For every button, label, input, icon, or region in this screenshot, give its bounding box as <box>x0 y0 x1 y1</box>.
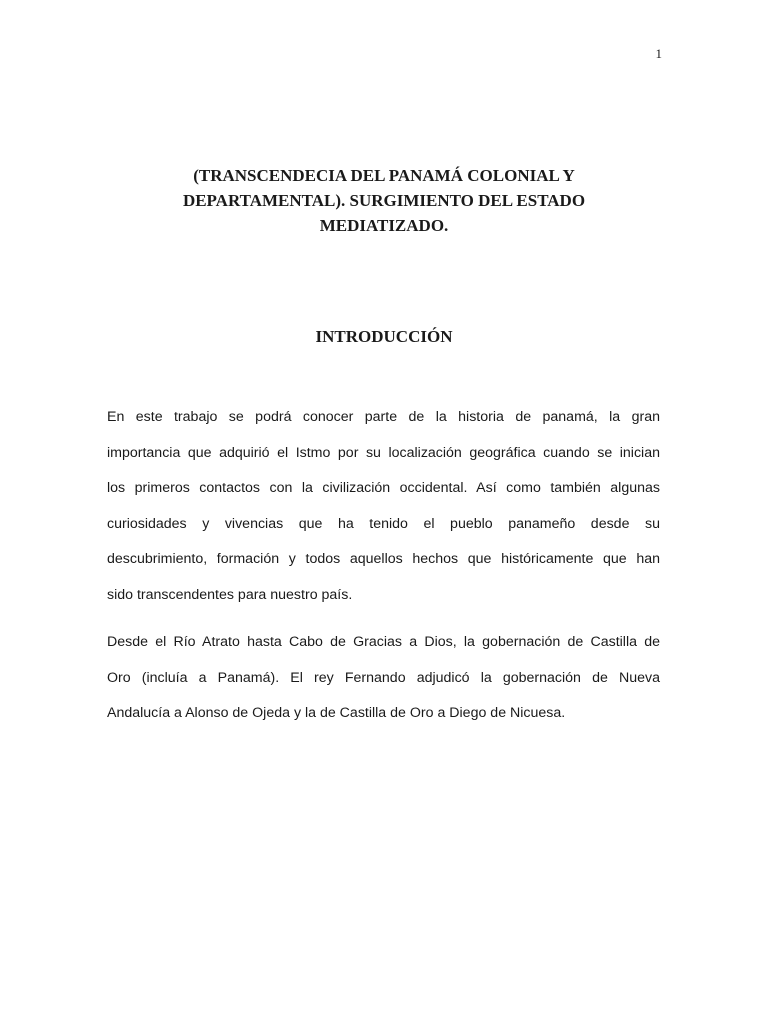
paragraph-line: Desde el Río Atrato hasta Cabo de Gracias a Dios, la gobernación de Castilla de <box>107 634 660 650</box>
paragraph-line: descubrimiento, formación y todos aquellos hechos que históricamente que han <box>107 551 660 567</box>
section-heading-introduccion: INTRODUCCIÓN <box>315 327 453 346</box>
title-line: DEPARTAMENTAL). SURGIMIENTO DEL ESTADO <box>182 191 586 210</box>
paragraph-line: curiosidades y vivencias que ha tenido el pueblo panameño desde su <box>107 515 660 532</box>
title-line: MEDIATIZADO. <box>319 216 449 235</box>
paragraph-2 <box>107 625 660 732</box>
title-line: (TRANSCENDECIA DEL PANAMÁ COLONIAL Y <box>193 166 575 185</box>
paragraph-line: sido transcendentes para nuestro país. <box>107 586 353 603</box>
document-body <box>107 400 660 732</box>
paragraph-1 <box>107 400 660 613</box>
page-number: 1 <box>655 46 662 61</box>
paragraph-line: los primeros contactos con la civilización occidental. Así como también algunas <box>107 480 660 496</box>
paragraph-line: Andalucía a Alonso de Ojeda y la de Castilla de Oro a Diego de Nicuesa. <box>107 705 566 721</box>
document-title <box>107 163 661 238</box>
paragraph-line: En este trabajo se podrá conocer parte de la historia de panamá, la gran <box>107 409 660 425</box>
paragraph-line: importancia que adquirió el Istmo por su localización geográfica cuando se inician <box>107 444 660 461</box>
paragraph-line: Oro (incluía a Panamá). El rey Fernando adjudicó la gobernación de Nueva <box>107 669 660 686</box>
